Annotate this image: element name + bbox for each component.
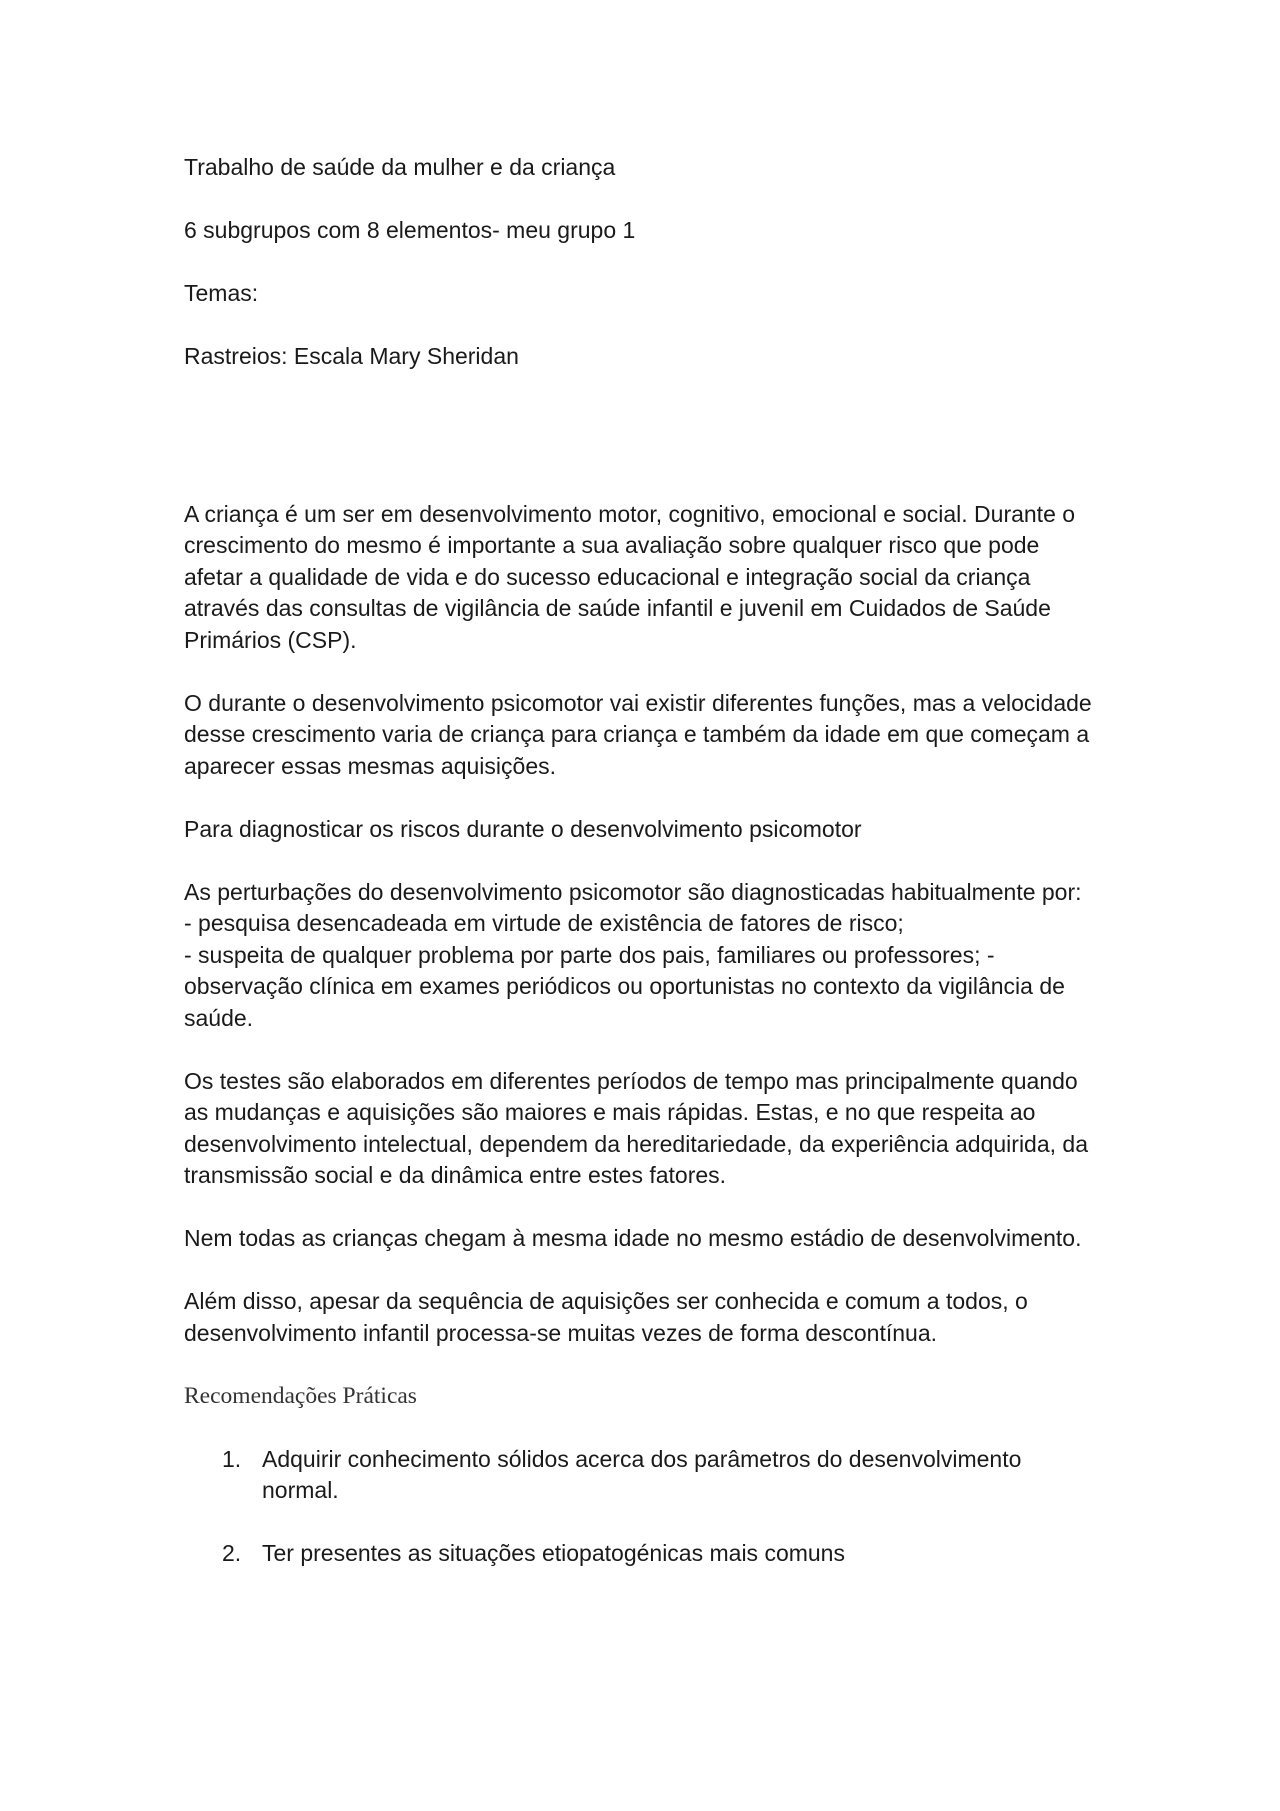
themes-label: Temas:: [184, 280, 259, 306]
disturbances-intro: As perturbações do desenvolvimento psicomotor são diagnosticadas habitualmente por:: [184, 878, 1082, 905]
paragraph-disturbances: [184, 877, 1104, 1035]
document-title: Trabalho de saúde da mulher e da criança: [184, 154, 616, 180]
disturbances-item-risk: - pesquisa desencadeada em virtude de existência de fatores de risco;: [184, 910, 904, 936]
paragraph-tests: Os testes são elaborados em diferentes períodos de tempo mas principalmente quando as mudanças e aquisições são maiores e mais rápidas. Estas, e no que respeita ao desenvolvimento intelectual, dependem da hereditariedade, da experiência adquirida, da transmissão social e da dinâmica entre estes fatores.: [184, 1067, 1089, 1188]
paragraph-same-age: Nem todas as crianças chegam à mesma idade no mesmo estádio de desenvolvimento.: [184, 1225, 1082, 1251]
list-item-number: 2.: [222, 1540, 242, 1566]
group-info: 6 subgrupos com 8 elementos- meu grupo 1: [184, 217, 636, 243]
screening-line: Rastreios: Escala Mary Sheridan: [184, 343, 519, 369]
paragraph-diagnose: Para diagnosticar os riscos durante o desenvolvimento psicomotor: [184, 815, 862, 842]
blank-space: [184, 373, 1104, 499]
document-body: [184, 152, 1104, 1601]
list-item-text: Adquirir conhecimento sólidos acerca dos parâmetros do desenvolvimento normal.: [262, 1445, 1022, 1503]
paragraph-psychomotor: O durante o desenvolvimento psicomotor vai existir diferentes funções, mas a velocidade desse crescimento varia de criança para criança e também da idade em que começam a aparecer essas mesmas aquisições.: [184, 689, 1092, 779]
list-item-number: 1.: [222, 1445, 242, 1472]
list-item: [184, 1444, 1104, 1507]
paragraph-discontinuous: Além disso, apesar da sequência de aquisições ser conhecida e comum a todos, o desenvolvimento infantil processa-se muitas vezes de forma descontínua.: [184, 1288, 1028, 1346]
list-item: [184, 1538, 1104, 1570]
recommendations-heading: Recomendações Práticas: [184, 1382, 417, 1409]
disturbances-item-suspicion: - suspeita de qualquer problema por parte dos pais, familiares ou professores; - observação clínica em exames periódicos ou oportunistas no contexto da vigilância de saúde.: [184, 941, 1065, 1031]
paragraph-intro: A criança é um ser em desenvolvimento motor, cognitivo, emocional e social. Durante o crescimento do mesmo é importante a sua avaliação sobre qualquer risco que pode afetar a qualidade de vida e do sucesso educacional e integração social da criança através das consultas de vigilância de saúde infantil e juvenil em Cuidados de Saúde Primários (CSP).: [184, 500, 1076, 653]
list-item-text: Ter presentes as situações etiopatogénicas mais comuns: [262, 1540, 845, 1566]
